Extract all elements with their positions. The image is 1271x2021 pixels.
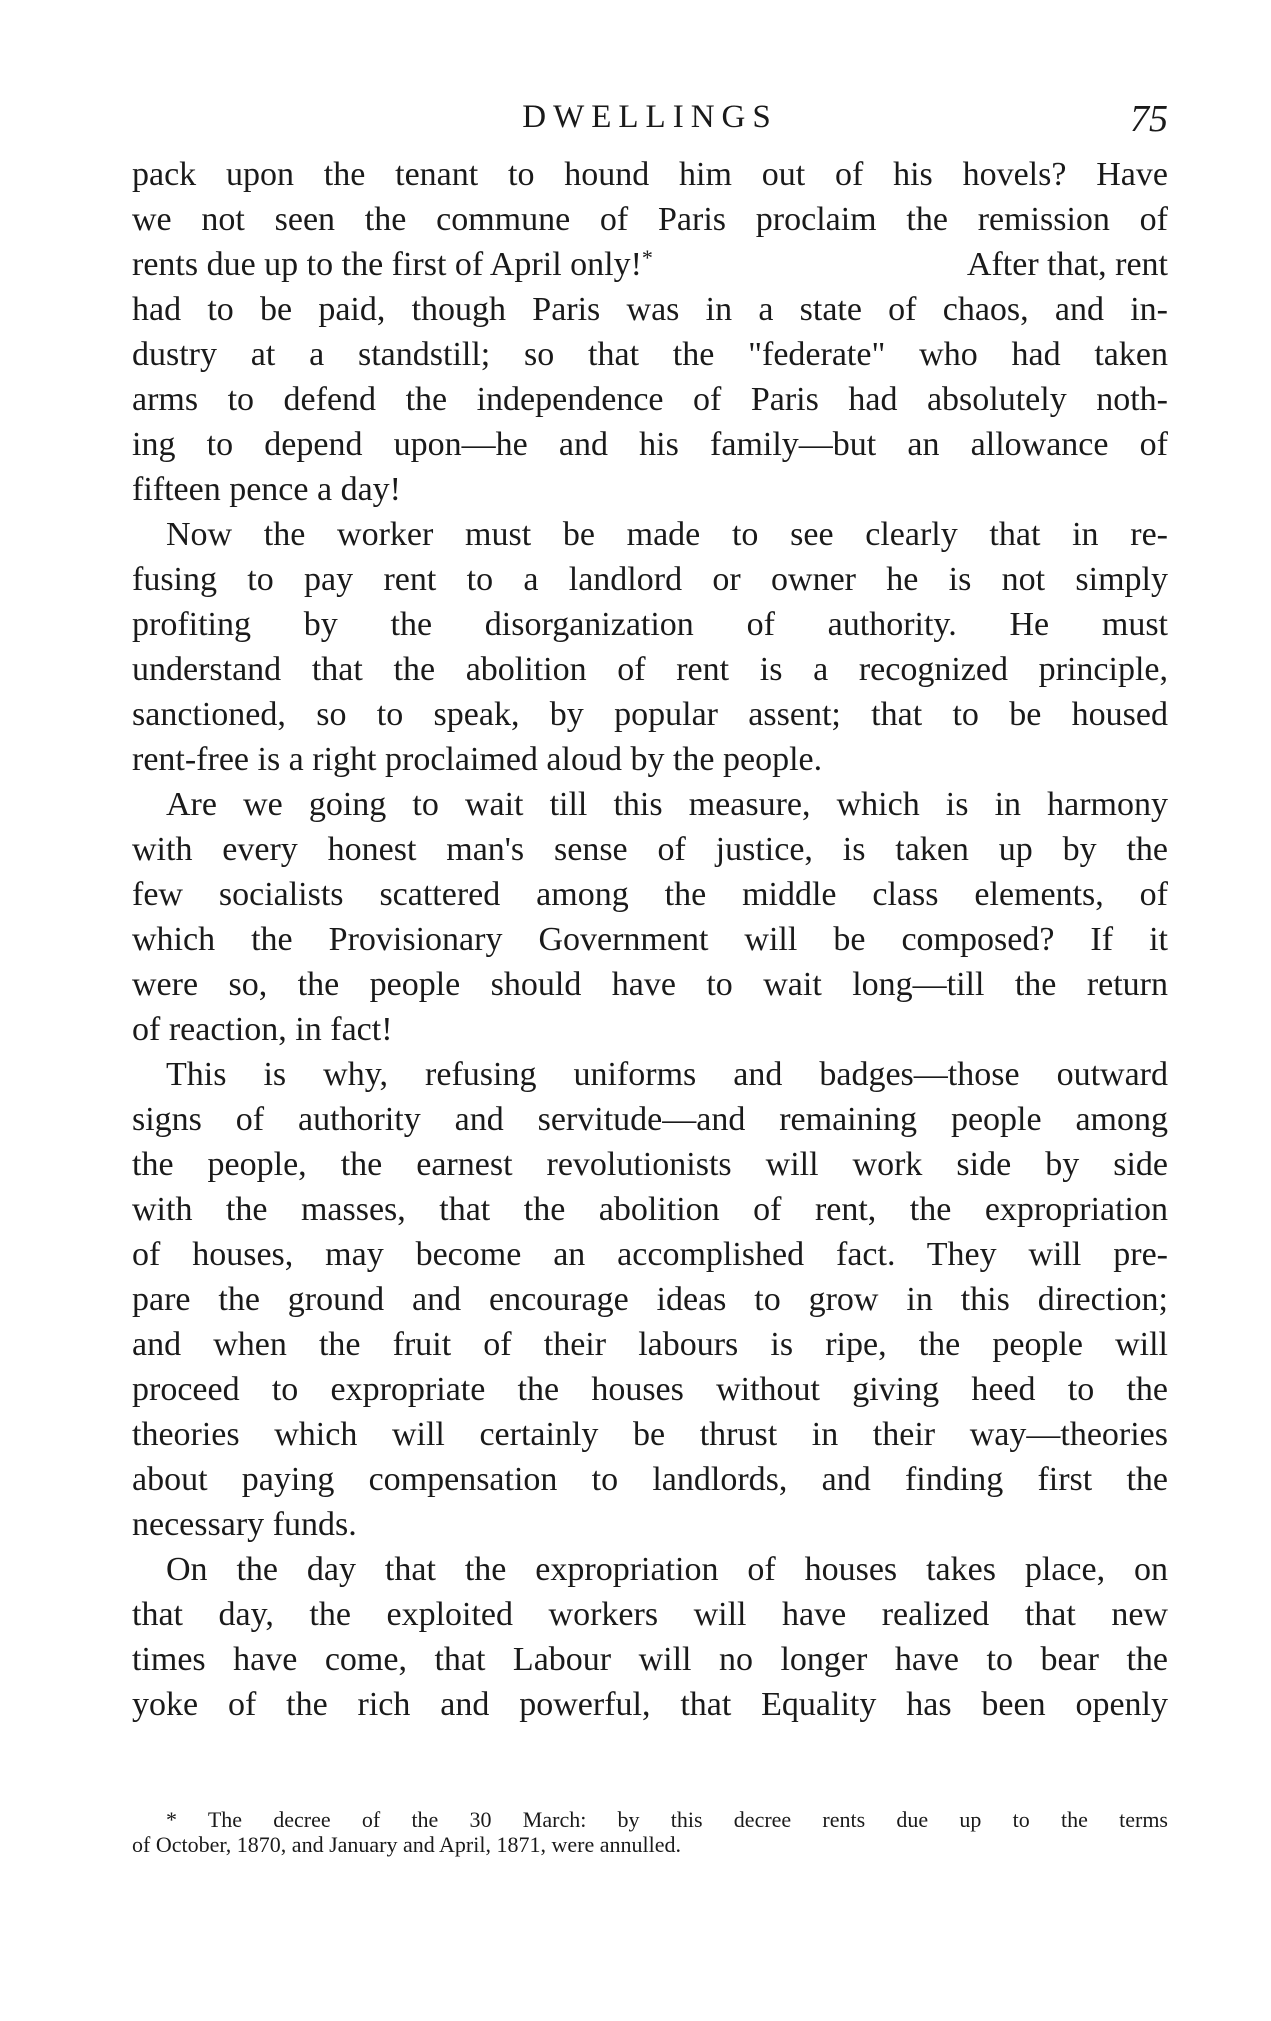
text-line: pack upon the tenant to hound him out of his hovels? Have [132,156,1168,193]
footnote-line: * The decree of the 30 March: by this decree rents due up to the terms [166,1807,1168,1832]
text-line: yoke of the rich and powerful, that Equality has been openly [132,1686,1168,1723]
text-line: necessary funds. [132,1506,357,1543]
page-header [132,92,1168,142]
paragraph-3 [132,782,1168,1052]
text-line: This is why, refusing uniforms and badges—those outward [166,1056,1168,1093]
text-segment: rents due up to the first of April only! [132,246,642,283]
page-number: 75 [1130,98,1168,140]
text-line: which the Provisionary Government will be composed? If it [132,921,1168,958]
text-line: rent-free is a right proclaimed aloud by the people. [132,741,823,778]
text-line: theories which will certainly be thrust in their way—theories [132,1416,1168,1453]
text-line: signs of authority and servitude—and remaining people among [132,1101,1168,1138]
text-line: had to be paid, though Paris was in a state of chaos, and in- [132,291,1168,328]
running-head: DWELLINGS [522,99,778,135]
text-line: times have come, that Labour will no longer have to bear the [132,1641,1168,1678]
text-line: Now the worker must be made to see clearly that in re- [166,516,1168,553]
text-line: and when the fruit of their labours is ripe, the people will [132,1326,1168,1363]
text-line: On the day that the expropriation of houses takes place, on [166,1551,1168,1588]
text-line: that day, the exploited workers will have realized that new [132,1596,1168,1633]
text-line: with every honest man's sense of justice, is taken up by the [132,831,1168,868]
text-line: dustry at a standstill; so that the "federate" who had taken [132,336,1168,373]
text-line: we not seen the commune of Paris proclaim the remission of [132,201,1168,238]
text-line: arms to defend the independence of Paris had absolutely noth- [132,381,1168,418]
text-line: sanctioned, so to speak, by popular assent; that to be housed [132,696,1168,733]
footnote-marker: * [641,245,653,270]
text-line: Are we going to wait till this measure, which is in harmony [166,786,1168,823]
text-line: proceed to expropriate the houses without giving heed to the [132,1371,1168,1408]
footnote-line: of October, 1870, and January and April, 1871, were annulled. [132,1832,681,1857]
text-line: of houses, may become an accomplished fact. They will pre- [132,1236,1168,1273]
paragraph-5 [132,1547,1168,1727]
text-line: were so, the people should have to wait long—till the return [132,966,1168,1003]
paragraph-1 [132,152,1168,512]
text-line: ing to depend upon—he and his family—but an allowance of [132,426,1168,463]
text-line: fusing to pay rent to a landlord or owner he is not simply [132,561,1168,598]
text-line: understand that the abolition of rent is a recognized principle, [132,651,1168,688]
text-line: of reaction, in fact! [132,1011,393,1048]
paragraph-2 [132,512,1168,782]
text-line: pare the ground and encourage ideas to grow in this direction; [132,1281,1168,1318]
body-text [132,152,1168,1727]
paragraph-4 [132,1052,1168,1547]
text-line: fifteen pence a day! [132,471,401,508]
text-line: the people, the earnest revolutionists will work side by side [132,1146,1168,1183]
text-line [132,242,1168,287]
text-line: few socialists scattered among the middle class elements, of [132,876,1168,913]
footnote [132,1807,1168,1857]
text-segment: After that, rent [966,246,1168,283]
text-line: profiting by the disorganization of authority. He must [132,606,1168,643]
text-line: about paying compensation to landlords, and finding first the [132,1461,1168,1498]
text-line: with the masses, that the abolition of rent, the expropriation [132,1191,1168,1228]
